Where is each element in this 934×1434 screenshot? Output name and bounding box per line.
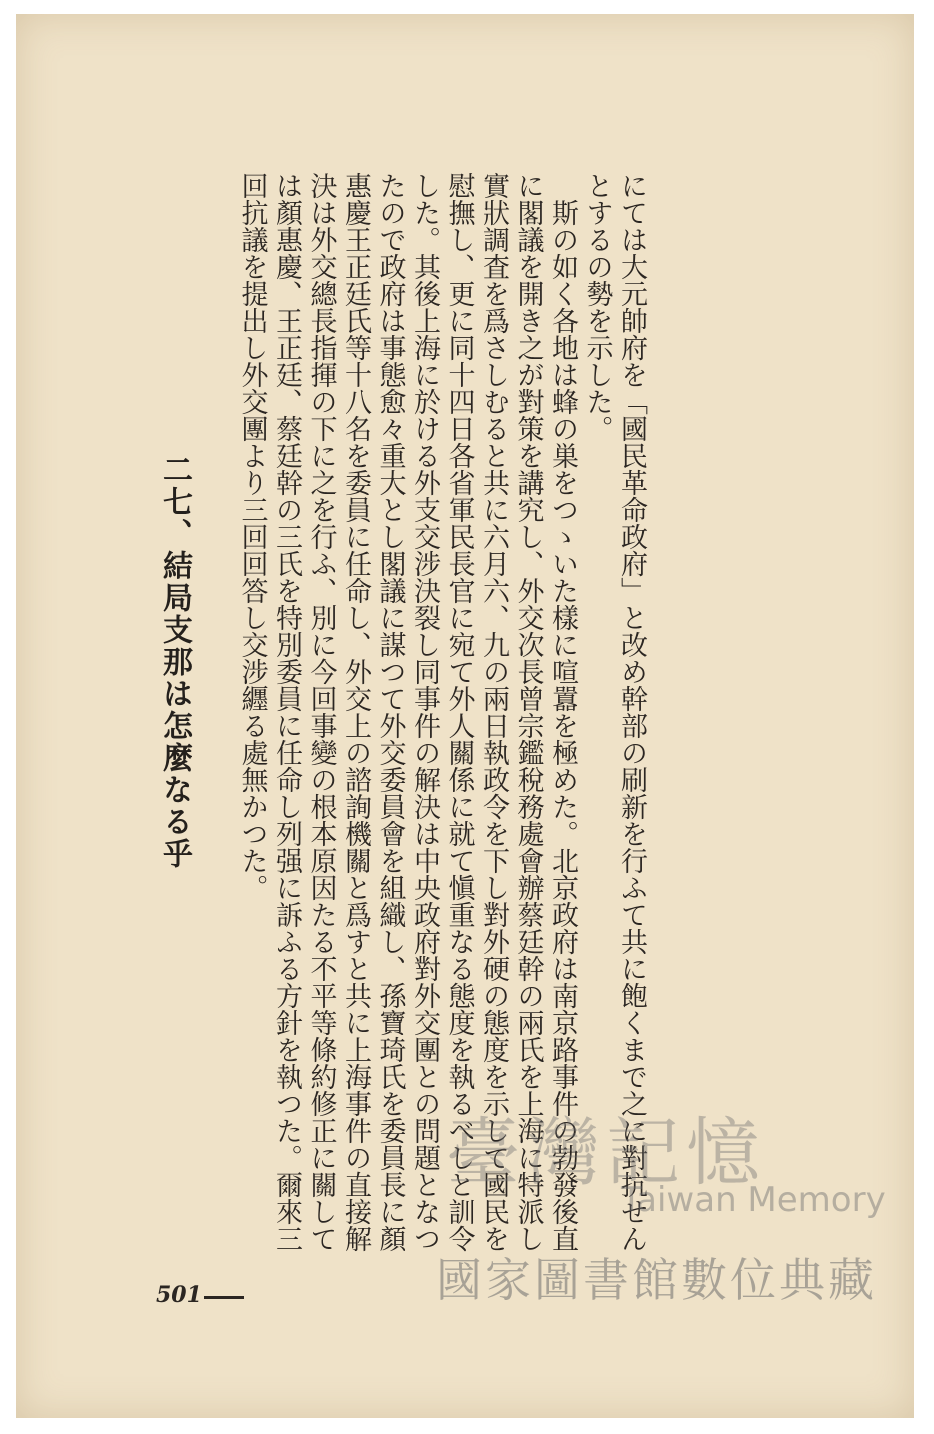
watermark-english: Taiwan Memory: [621, 1180, 886, 1220]
page-number-rule: [204, 1296, 244, 1299]
book-page: [16, 14, 914, 1418]
paragraph-1: にては大元帥府を「國民革命政府」と改め幹部の刷新を行ふて共に飽くまで之に對抗せんとするの勢を示した。: [581, 172, 647, 1252]
watermark: [436, 1094, 886, 1324]
page-number: 501: [156, 1282, 202, 1308]
watermark-library: 國家圖書館數位典藏: [436, 1253, 877, 1307]
body-text: [234, 172, 648, 1252]
section-heading: 二七、結局支那は怎麼なる乎: [157, 454, 192, 870]
watermark-logo-text: 臺灣記憶: [446, 1110, 766, 1196]
paragraph-2: 斯の如く各地は蜂の巣をつゝいた樣に喧囂を極めた。北京政府は南京路事件の勃發後直に閣議を開き之が對策を講究し、外交次長曾宗鑑稅務處會辦蔡廷幹の兩氏を上海に特派し實狀調査を爲さしむると共に六月六、九の兩日執政令を下し對外硬の態度を示して國民を慰撫し、更に同十四日各省軍民長官に宛て外人關係に就て愼重なる態度を執るべしと訓令した。其後上海に於ける外支交涉決裂し同事件の解決は中央政府對外交團との問題となつたので政府は事態愈々重大とし閣議に謀つて外交委員會を組織し、孫寶琦氏を委員長に顏惠慶王正廷氏等十八名を委員に任命し、外交上の諮詢機關と爲すと共に上海事件の直接解決は外交總長指揮の下に之を行ふ、別に今回事變の根本原因たる不平等條約修正に關しては顏惠慶、王正廷、蔡廷幹の三氏を特別委員に任命し列强に訴ふる方針を執つた。爾來三回抗議を提出し外交團より三回回答し交涉纒る處無かつた。: [236, 172, 578, 1252]
